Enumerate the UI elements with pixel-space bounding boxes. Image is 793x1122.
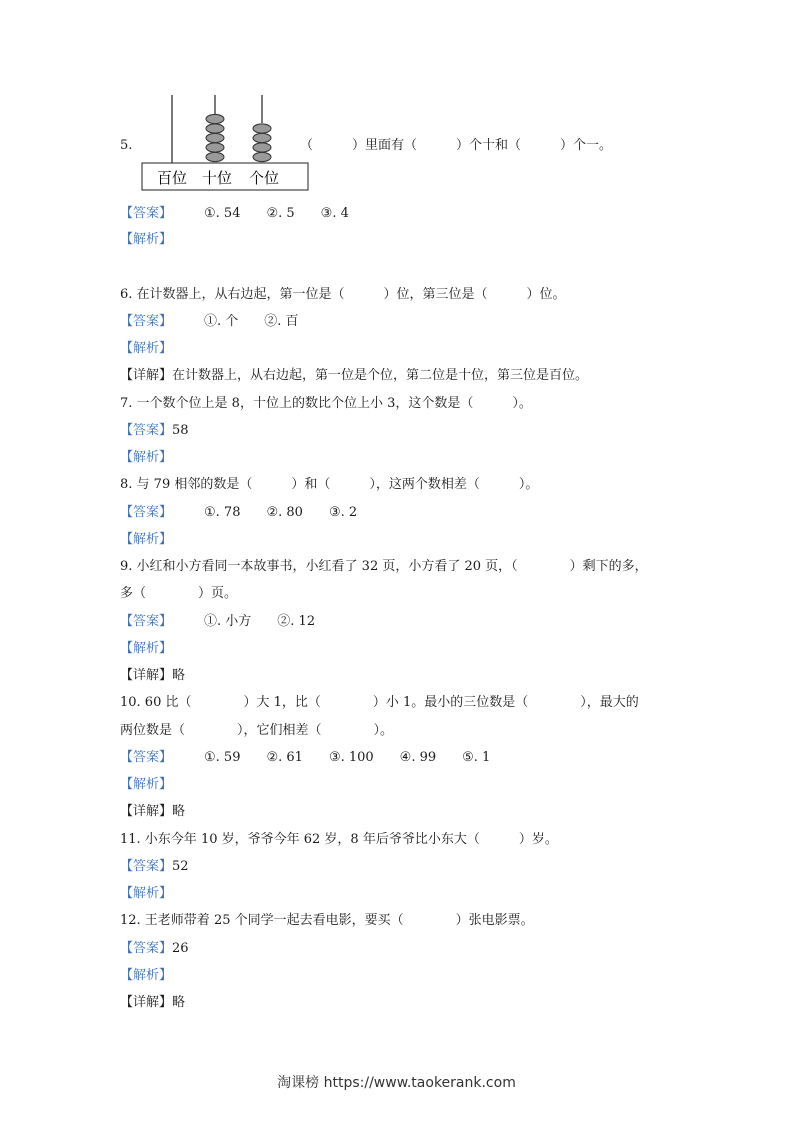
q5-answer: ①. 54 ②. 5 ③. 4 [204, 206, 349, 221]
q12-answer: 26 [172, 941, 189, 956]
q12-answer-tag: 【答案】 [120, 941, 173, 956]
q10-question-line1: 10. 60 比（ ）大 1，比（ ）小 1。最小的三位数是（ ），最大的 [120, 695, 639, 710]
q10-answer: ①. 59 ②. 61 ③. 100 ④. 99 ⑤. 1 [204, 750, 491, 765]
ones-bead [253, 143, 271, 152]
q8-question: 8. 与 79 相邻的数是（ ）和（ ），这两个数相差（ ）。 [120, 477, 539, 492]
q12-analysis-tag: 【解析】 [120, 968, 173, 983]
q11-analysis-tag: 【解析】 [120, 886, 173, 901]
q9-answer-tag: 【答案】 [120, 614, 173, 629]
ones-bead [253, 152, 271, 161]
ones-bead [253, 133, 271, 142]
tens-beads [206, 114, 224, 161]
q5-analysis-tag: 【解析】 [120, 232, 173, 247]
q11-answer-tag: 【答案】 [120, 859, 173, 874]
abacus-label-tens: 十位 [201, 169, 233, 187]
tens-bead [206, 152, 224, 161]
q10-answer-tag: 【答案】 [120, 750, 173, 765]
q11-answer: 52 [172, 859, 189, 874]
q5-question: （ ）里面有（ ）个十和（ ）个一。 [300, 138, 613, 153]
q10-detail: 略 [172, 804, 186, 819]
q6-answer: ①. 个 ②. 百 [204, 314, 299, 329]
ones-beads [253, 124, 271, 162]
q9-answer: ①. 小方 ②. 12 [204, 614, 316, 629]
q9-question-line1: 9. 小红和小方看同一本故事书，小红看了 32 页，小方看了 20 页，（ ）剩下的多， [120, 559, 648, 574]
q5-number: 5. [120, 138, 133, 153]
q10-analysis-tag: 【解析】 [120, 777, 173, 792]
q10-question-line2: 两位数是（ ），它们相差（ ）。 [120, 723, 394, 738]
q12-detail-tag: 【详解】 [120, 995, 173, 1010]
abacus-label-hundreds: 百位 [156, 169, 188, 187]
q5-answer-tag: 【答案】 [120, 206, 173, 221]
q9-question-line2: 多（ ）页。 [120, 586, 238, 601]
q9-detail-tag: 【详解】 [120, 668, 173, 683]
q7-analysis-tag: 【解析】 [120, 450, 173, 465]
q8-analysis-tag: 【解析】 [120, 532, 173, 547]
q12-detail: 略 [172, 995, 186, 1010]
q8-answer-tag: 【答案】 [120, 505, 173, 520]
abacus-figure [140, 95, 310, 195]
q6-detail: 在计数器上，从右边起，第一位是个位，第二位是十位，第三位是百位。 [172, 368, 589, 383]
q9-detail: 略 [172, 668, 186, 683]
q9-analysis-tag: 【解析】 [120, 641, 173, 656]
footer-watermark: 淘课榜 https://www.taokerank.com [277, 1075, 516, 1091]
q10-detail-tag: 【详解】 [120, 804, 173, 819]
q7-answer-tag: 【答案】 [120, 423, 173, 438]
q12-question: 12. 王老师带着 25 个同学一起去看电影，要买（ ）张电影票。 [120, 913, 534, 928]
q8-answer: ①. 78 ②. 80 ③. 2 [204, 505, 358, 520]
tens-bead [206, 143, 224, 152]
q6-detail-tag: 【详解】 [120, 368, 173, 383]
q6-analysis-tag: 【解析】 [120, 341, 173, 356]
q11-question: 11. 小东今年 10 岁，爷爷今年 62 岁，8 年后爷爷比小东大（ ）岁。 [120, 832, 558, 847]
q6-question: 6. 在计数器上，从右边起，第一位是（ ）位，第三位是（ ）位。 [120, 287, 566, 302]
q7-question: 7. 一个数个位上是 8，十位上的数比个位上小 3，这个数是（ ）。 [120, 396, 532, 411]
q7-answer: 58 [172, 423, 189, 438]
tens-bead [206, 124, 224, 133]
q6-answer-tag: 【答案】 [120, 314, 173, 329]
abacus-label-ones: 个位 [248, 169, 280, 187]
tens-bead [206, 114, 224, 123]
tens-bead [206, 133, 224, 142]
ones-bead [253, 124, 271, 133]
